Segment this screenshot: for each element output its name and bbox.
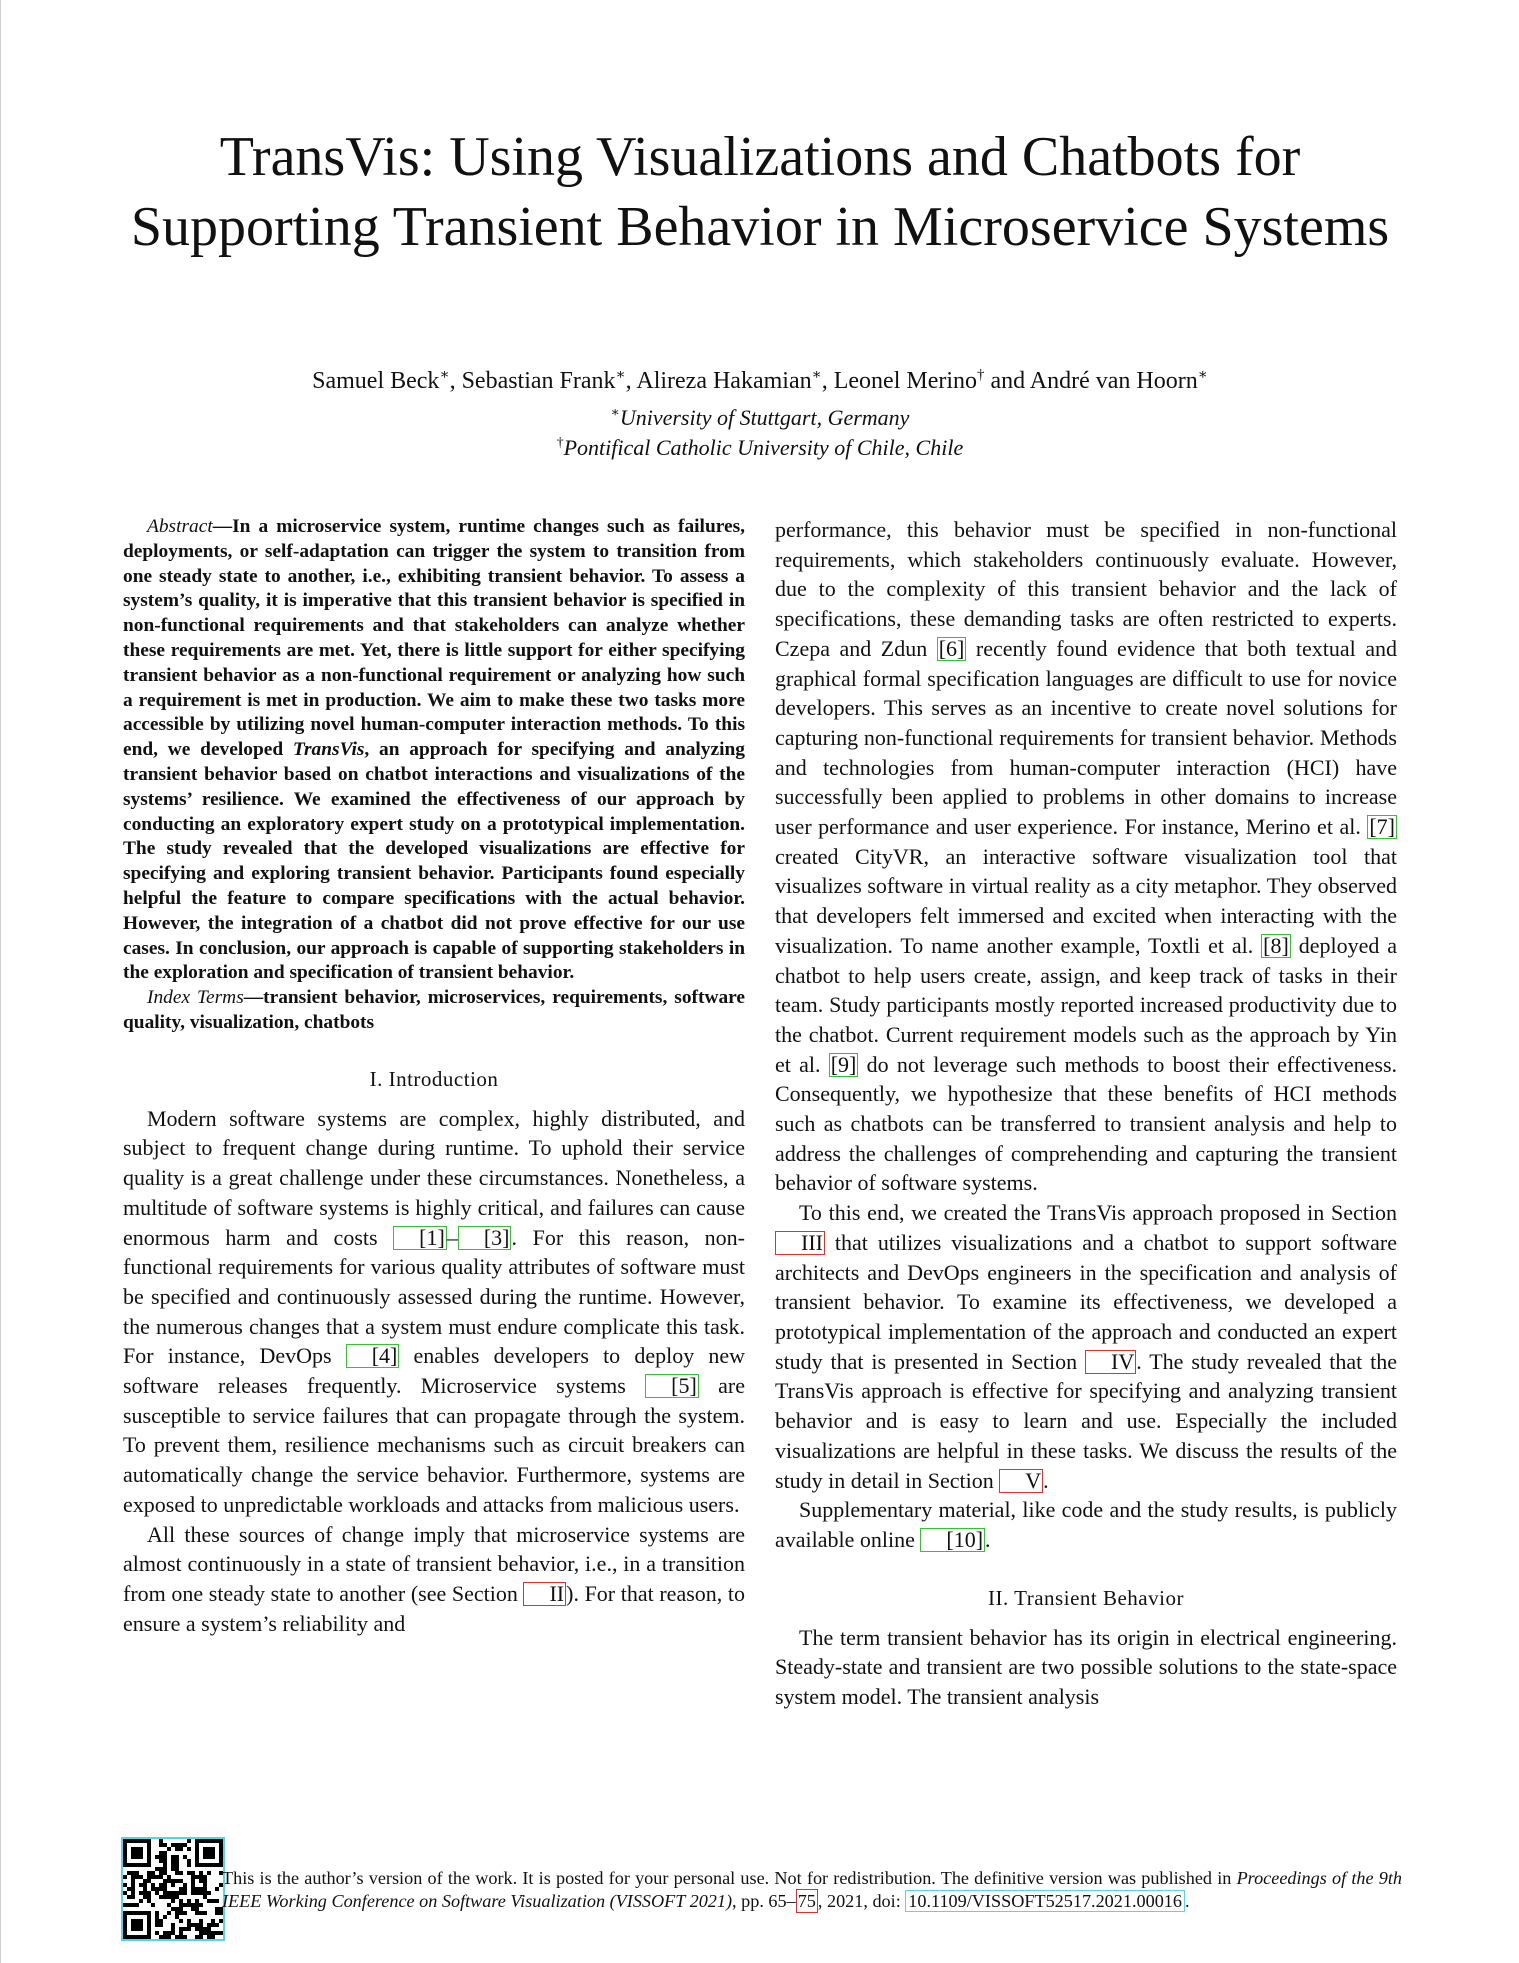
abstract: Abstract—In a microservice system, runtime changes such as failures, deployments, or self-adaptation can trigger the system to transition from one steady state to another, i.e., exhibiting transient behavior. To assess a system’s quality, it is imperative that this transient behavior is specified in non-functional requirements and that stakeholders can analyze whether these requirements are met. Yet, there is little support for either specifying transient behavior as a non-functional requirement or analyzing how such a requirement is met in production. We aim to make these two tasks more accessible by utilizing novel human-computer interaction methods. To this end, we developed TransVis, an approach for specifying and analyzing transient behavior based on chatbot interactions and visualizations of the systems’ resilience. We examined the effectiveness of our approach by conducting an exploratory expert study on a prototypical implementation. The study revealed that the developed visualizations are effective for specifying and exploring transient behavior. Participants found especially helpful the feature to compare specifications with the actual behavior. However, the integration of a chatbot did not prove effective for our use cases. In conclusion, our approach is capable of supporting stakeholders in the exploration and specification of transient behavior.: [123, 516, 745, 984]
right-column: [775, 515, 1397, 1712]
citation-link[interactable]: [6]: [938, 635, 965, 661]
intro-paragraph-1: Modern software systems are complex, highly distributed, and subject to frequent change during runtime. To uphold their service quality is a great challenge under these circumstances. Nonetheless, a multitude of software systems is highly critical, and failures can cause enormous harm and costs [1]– [3]. For this reason, non-functional requirements for various quality attributes of software must be specified and continuously assessed during the runtime. However, the numerous changes that a system must endure complicate this task. For instance, DevOps [4] enables developers to deploy new software releases frequently. Microservice systems [5] are susceptible to service failures that can propagate through the system. To prevent them, resilience mechanisms such as circuit breakers can automatically change the service behavior. Furthermore, systems are exposed to unpredictable workloads and attacks from malicious users.: [123, 1105, 746, 1517]
venue-name: Proceedings of the 9th IEEE Working Conference on Software Visualization (VISSOFT 2021): [222, 1868, 1402, 1911]
intro-paragraph-2: All these sources of change imply that microservice systems are almost continuously in a state of transient behavior, i.e., in a transition from one steady state to another (see Section II). For that reason, to ensure a system’s reliability and: [123, 1521, 745, 1636]
author-name: Samuel Beck: [312, 368, 440, 394]
author-name: Sebastian Frank: [461, 368, 616, 394]
citation-link[interactable]: [3]: [458, 1226, 512, 1250]
citation-link[interactable]: [9]: [830, 1051, 857, 1077]
system-name: TransVis: [292, 739, 365, 761]
section-link[interactable]: II: [523, 1582, 566, 1606]
publication-notice: This is the author’s version of the work. It is posted for your personal use. Not for redistribution. The definitive version was published in Proceedings of the 9th IEEE Working Conference on Software Visualization (VISSOFT 2021), pp. 65– 75 , 2021, doi: 10.1109/VISSOFT52517.2021.00016 .: [222, 1868, 1402, 1911]
transient-paragraph-1: The term transient behavior has its origin in electrical engineering. Steady-state and transient are two possible solutions to the state-space system model. The transient analysis: [775, 1624, 1397, 1710]
left-column: [123, 515, 745, 1638]
page-link[interactable]: 75: [797, 1891, 816, 1911]
doi-link[interactable]: 10.1109/VISSOFT52517.2021.00016: [905, 1890, 1185, 1912]
section-link[interactable]: V: [999, 1469, 1043, 1493]
section-link[interactable]: IV: [1085, 1350, 1136, 1374]
citation-link[interactable]: [10]: [920, 1528, 985, 1552]
affiliation-stuttgart: ∗University of Stuttgart, Germany: [610, 404, 910, 430]
index-terms: Index Terms—transient behavior, microservices, requirements, software quality, visualization, chatbots: [123, 987, 746, 1033]
section-heading-introduction: I. Introduction: [369, 1066, 499, 1091]
page-edge: [0, 0, 1, 1963]
citation-link[interactable]: [1]: [393, 1226, 447, 1250]
citation-link[interactable]: [5]: [645, 1374, 699, 1398]
index-terms-label: Index Terms: [147, 987, 244, 1009]
section-link[interactable]: III: [775, 1231, 825, 1255]
citation-link[interactable]: [7]: [1369, 814, 1395, 840]
qr-code-icon[interactable]: [121, 1837, 225, 1941]
author-name: André van Hoorn: [1029, 368, 1198, 394]
author-name: Leonel Merino: [833, 368, 978, 394]
section-heading-transient-behavior: II. Transient Behavior: [988, 1585, 1184, 1610]
abstract-label: Abstract: [147, 516, 213, 537]
citation-link[interactable]: [8]: [1263, 932, 1289, 958]
author-mark: ∗: [615, 367, 626, 383]
body-paragraph-approach: To this end, we created the TransVis approach proposed in Section III that utilizes visualizations and a chatbot to support software architects and DevOps engineers in the specification and analysis of transient behavior. To examine its effectiveness, we developed a prototypical implementation of the approach and conducted an expert study that is presented in Section IV. The study revealed that the TransVis approach is effective for specifying and analyzing transient behavior and is easy to learn and use. Especially the included visualizations are helpful in these tasks. We discuss the results of the study in detail in Section V.: [775, 1200, 1398, 1493]
author-mark: ∗: [1197, 367, 1208, 383]
affiliation-chile: †Pontifical Catholic University of Chile, Chile: [556, 434, 964, 460]
author-mark: ∗: [811, 367, 822, 383]
qr-code-graphic: [123, 1839, 223, 1939]
author-mark: ∗: [439, 367, 450, 383]
citation-link[interactable]: [4]: [346, 1344, 400, 1368]
paper-title: TransVis: Using Visualizations and Chatbots for Supporting Transient Behavior in Microservice Systems: [130, 126, 1390, 258]
author-mark: †: [977, 367, 985, 383]
author-name: Alireza Hakamian: [636, 368, 812, 394]
body-paragraph-continued: performance, this behavior must be specified in non-functional requirements, which stakeholders continuously evaluate. However, due to the complexity of this transient behavior and the lack of specifications, these demanding tasks are often restricted to experts. Czepa and Zdun [6] recently found evidence that both textual and graphical formal specification languages are difficult to use for novice developers. This serves as an incentive to create novel solutions for capturing non-functional requirements for transient behavior. Methods and technologies from human-computer interaction (HCI) have successfully been applied to problems in other domains to increase user performance and user experience. For instance, Merino et al. [7] created CityVR, an interactive software visualization tool that visualizes software in virtual reality as a city metaphor. They observed that developers felt immersed and excited when interacting with the visualization. To name another example, Toxtli et al. [8] deployed a chatbot to help users create, assign, and keep track of tasks in their team. Study participants mostly reported increased productivity due to the chatbot. Current requirement models such as the approach by Yin et al. [9] do not leverage such methods to boost their effectiveness. Consequently, we hypothesize that these benefits of HCI methods such as chatbots can be transferred to transient analysis and help to address the challenges of comprehending and capturing the transient behavior of software systems.: [775, 517, 1398, 1196]
author-list: Samuel Beck∗, Sebastian Frank∗, Alireza Hakamian∗, Leonel Merino† and André van Hoorn∗: [312, 367, 1208, 394]
body-paragraph-supplementary: Supplementary material, like code and the study results, is publicly available online [10].: [775, 1497, 1397, 1552]
